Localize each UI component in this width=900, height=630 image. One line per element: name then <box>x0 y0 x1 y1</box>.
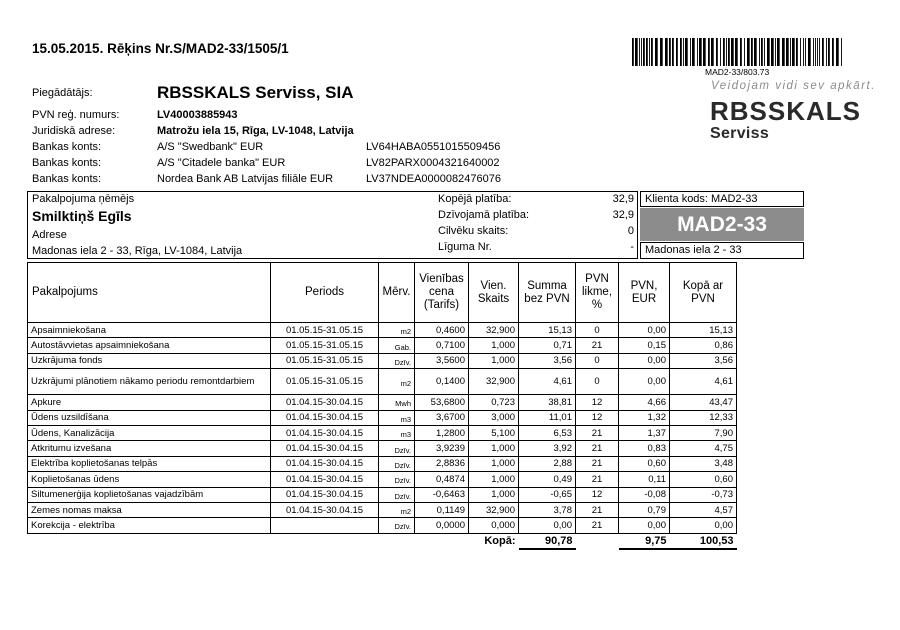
vat-cell: 1,37 <box>619 425 670 440</box>
quantity-cell: 1,000 <box>469 441 519 456</box>
table-row <box>28 425 737 440</box>
sum-cell: 3,78 <box>519 502 576 517</box>
price-cell: 53,6800 <box>415 395 469 410</box>
quantity-cell: 3,000 <box>469 410 519 425</box>
vat-rate-cell: 12 <box>576 487 619 502</box>
residents-value: 0 <box>627 225 634 237</box>
total-cell: -0,73 <box>670 487 737 502</box>
price-cell: 0,7100 <box>415 338 469 353</box>
table-header-row <box>28 263 737 323</box>
service-cell: Atkritumu izvešana <box>28 441 271 456</box>
service-cell: Ūdens uzsildīšana <box>28 410 271 425</box>
service-cell: Apkure <box>28 395 271 410</box>
vat-cell: 0,00 <box>619 369 670 395</box>
period-cell: 01.04.15-30.04.15 <box>271 502 379 517</box>
price-cell: -0,6463 <box>415 487 469 502</box>
client-code-address: Madonas iela 2 - 33 <box>640 242 804 259</box>
vat-rate-cell: 21 <box>576 456 619 471</box>
quantity-cell: 1,000 <box>469 487 519 502</box>
table-row <box>28 502 737 517</box>
table-row <box>28 353 737 368</box>
vat-cell: 0,00 <box>619 353 670 368</box>
client-code-box <box>640 191 804 259</box>
col-header-service: Pakalpojums <box>28 263 271 323</box>
unit-cell: Dzīv. <box>379 456 415 471</box>
col-header-sum: Summa bez PVN <box>519 263 576 323</box>
vat-cell: 0,79 <box>619 502 670 517</box>
total-cell: 4,57 <box>670 502 737 517</box>
vat-cell: 1,32 <box>619 410 670 425</box>
living-area-value: 32,9 <box>612 209 634 221</box>
table-row <box>28 441 737 456</box>
period-cell: 01.05.15-31.05.15 <box>271 323 379 338</box>
table-row <box>28 518 737 533</box>
service-cell: Apsaimniekošana <box>28 323 271 338</box>
unit-cell: Dzīv. <box>379 518 415 533</box>
barcode-text: MAD2-33/803.73 <box>705 67 770 77</box>
sum-cell: 15,13 <box>519 323 576 338</box>
contract-value: - <box>630 241 634 253</box>
table-row <box>28 395 737 410</box>
contract-label: Līguma Nr. <box>438 241 492 253</box>
service-cell: Korekcija - elektrība <box>28 518 271 533</box>
invoice-title: 15.05.2015. Rēķins Nr.S/MAD2-33/1505/1 <box>32 41 289 56</box>
period-cell: 01.04.15-30.04.15 <box>271 441 379 456</box>
table-row <box>28 338 737 353</box>
vat-cell: 0,00 <box>619 323 670 338</box>
total-cell: 12,33 <box>670 410 737 425</box>
quantity-cell: 32,900 <box>469 502 519 517</box>
client-code-badge: MAD2-33 <box>640 208 804 241</box>
table-row <box>28 456 737 471</box>
service-cell: Elektrība koplietošanas telpās <box>28 456 271 471</box>
total-cell: 0,60 <box>670 472 737 487</box>
vat-rate-cell: 21 <box>576 518 619 533</box>
period-cell <box>271 518 379 533</box>
period-cell: 01.04.15-30.04.15 <box>271 472 379 487</box>
vat-rate-cell: 0 <box>576 323 619 338</box>
bank-name: A/S "Citadele banka" EUR <box>157 157 286 169</box>
sum-cell: 38,81 <box>519 395 576 410</box>
bank-name: Nordea Bank AB Latvijas filiāle EUR <box>157 173 334 185</box>
table-row <box>28 323 737 338</box>
bank-account-label: Bankas konts: <box>32 173 102 185</box>
company-slogan: Veidojam vidi sev apkārt. <box>711 80 876 92</box>
unit-cell: Gab. <box>379 338 415 353</box>
price-cell: 0,4600 <box>415 323 469 338</box>
period-cell: 01.05.15-31.05.15 <box>271 353 379 368</box>
price-cell: 0,1149 <box>415 502 469 517</box>
sum-cell: 3,92 <box>519 441 576 456</box>
vat-rate-cell: 21 <box>576 502 619 517</box>
col-header-vat-eur: PVN, EUR <box>619 263 670 323</box>
bank-account-label: Bankas konts: <box>32 157 102 169</box>
totals-row <box>28 533 737 549</box>
unit-cell: Mwh <box>379 395 415 410</box>
total-cell: 0,86 <box>670 338 737 353</box>
quantity-cell: 5,100 <box>469 425 519 440</box>
sum-cell: 6,53 <box>519 425 576 440</box>
vat-rate-cell: 0 <box>576 369 619 395</box>
bank-name: A/S "Swedbank" EUR <box>157 141 264 153</box>
vat-cell: 4,66 <box>619 395 670 410</box>
service-cell: Uzkrājuma fonds <box>28 353 271 368</box>
vat-rate-cell: 21 <box>576 425 619 440</box>
quantity-cell: 1,000 <box>469 338 519 353</box>
total-area-value: 32,9 <box>612 193 634 205</box>
sum-cell: 11,01 <box>519 410 576 425</box>
service-cell: Siltumenerģija koplietošanas vajadzībām <box>28 487 271 502</box>
vat-cell: -0,08 <box>619 487 670 502</box>
invoice-items-table <box>27 262 737 550</box>
service-cell: Uzkrājumi plānotiem nākamo periodu remontdarbiem <box>28 369 271 395</box>
client-address-label: Adrese <box>32 229 67 241</box>
sum-cell: 0,49 <box>519 472 576 487</box>
unit-cell: Dzīv. <box>379 472 415 487</box>
total-cell: 4,61 <box>670 369 737 395</box>
quantity-cell: 0,723 <box>469 395 519 410</box>
living-area-label: Dzīvojamā platība: <box>438 209 530 221</box>
vat-rate-cell: 21 <box>576 338 619 353</box>
vat-rate-cell: 21 <box>576 441 619 456</box>
price-cell: 3,9239 <box>415 441 469 456</box>
period-cell: 01.04.15-30.04.15 <box>271 487 379 502</box>
bank-iban: LV64HABA0551015509456 <box>366 141 501 153</box>
vat-cell: 0,83 <box>619 441 670 456</box>
quantity-cell: 1,000 <box>469 472 519 487</box>
table-row <box>28 487 737 502</box>
table-row <box>28 472 737 487</box>
quantity-cell: 32,900 <box>469 323 519 338</box>
vat-rate-cell: 21 <box>576 472 619 487</box>
bank-iban: LV37NDEA0000082476076 <box>366 173 501 185</box>
price-cell: 1,2800 <box>415 425 469 440</box>
total-cell: 0,00 <box>670 518 737 533</box>
service-cell: Autostāvvietas apsaimniekošana <box>28 338 271 353</box>
col-header-period: Periods <box>271 263 379 323</box>
totals-grand: 100,53 <box>670 533 737 549</box>
unit-cell: m3 <box>379 425 415 440</box>
period-cell: 01.04.15-30.04.15 <box>271 410 379 425</box>
vat-number-label: PVN reģ. numurs: <box>32 109 120 121</box>
period-cell: 01.04.15-30.04.15 <box>271 456 379 471</box>
unit-cell: m3 <box>379 410 415 425</box>
legal-address-label: Juridiskā adrese: <box>32 125 116 137</box>
col-header-vat-rate: PVN likme, % <box>576 263 619 323</box>
totals-label: Kopā: <box>484 535 516 548</box>
sum-cell: 3,56 <box>519 353 576 368</box>
bank-iban: LV82PARX0004321640002 <box>366 157 500 169</box>
total-cell: 43,47 <box>670 395 737 410</box>
sum-cell: -0,65 <box>519 487 576 502</box>
period-cell: 01.05.15-31.05.15 <box>271 369 379 395</box>
total-cell: 4,75 <box>670 441 737 456</box>
unit-cell: m2 <box>379 323 415 338</box>
supplier-name: RBSSKALS Serviss, SIA <box>157 83 354 102</box>
company-logo <box>710 96 870 126</box>
vat-cell: 0,60 <box>619 456 670 471</box>
price-cell: 0,0000 <box>415 518 469 533</box>
residents-label: Cilvēku skaits: <box>438 225 509 237</box>
vat-rate-cell: 12 <box>576 395 619 410</box>
unit-cell: Dzīv. <box>379 441 415 456</box>
quantity-cell: 1,000 <box>469 456 519 471</box>
bank-account-label: Bankas konts: <box>32 141 102 153</box>
legal-address: Matrožu iela 15, Rīga, LV-1048, Latvija <box>157 125 354 137</box>
vat-cell: 0,15 <box>619 338 670 353</box>
quantity-cell: 0,000 <box>469 518 519 533</box>
sum-cell: 0,71 <box>519 338 576 353</box>
period-cell: 01.04.15-30.04.15 <box>271 425 379 440</box>
client-label: Pakalpojuma ņēmējs <box>32 193 135 205</box>
sum-cell: 0,00 <box>519 518 576 533</box>
client-name: Smilktiņš Egīls <box>32 208 132 224</box>
total-area-label: Kopējā platība: <box>438 193 512 205</box>
vat-number: LV40003885943 <box>157 109 238 121</box>
period-cell: 01.04.15-30.04.15 <box>271 395 379 410</box>
client-info-box <box>27 191 638 259</box>
vat-cell: 0,00 <box>619 518 670 533</box>
col-header-price: Vienības cena (Tarifs) <box>415 263 469 323</box>
totals-sum: 90,78 <box>519 533 576 549</box>
service-cell: Zemes nomas maksa <box>28 502 271 517</box>
total-cell: 15,13 <box>670 323 737 338</box>
unit-cell: Dzīv. <box>379 487 415 502</box>
table-row <box>28 369 737 395</box>
sum-cell: 4,61 <box>519 369 576 395</box>
table-row <box>28 410 737 425</box>
price-cell: 0,4874 <box>415 472 469 487</box>
unit-cell: m2 <box>379 502 415 517</box>
logo-subtitle: Serviss <box>710 125 770 142</box>
price-cell: 3,5600 <box>415 353 469 368</box>
unit-cell: Dzīv. <box>379 353 415 368</box>
col-header-total: Kopā ar PVN <box>670 263 737 323</box>
unit-cell: m2 <box>379 369 415 395</box>
vat-rate-cell: 12 <box>576 410 619 425</box>
vat-rate-cell: 0 <box>576 353 619 368</box>
logo-text: RBSSKALS <box>710 96 862 126</box>
quantity-cell: 1,000 <box>469 353 519 368</box>
col-header-unit: Mērv. <box>379 263 415 323</box>
quantity-cell: 32,900 <box>469 369 519 395</box>
totals-vat: 9,75 <box>619 533 670 549</box>
service-cell: Koplietošanas ūdens <box>28 472 271 487</box>
total-cell: 3,56 <box>670 353 737 368</box>
period-cell: 01.05.15-31.05.15 <box>271 338 379 353</box>
barcode-image <box>632 38 842 66</box>
total-cell: 7,90 <box>670 425 737 440</box>
total-cell: 3,48 <box>670 456 737 471</box>
sum-cell: 2,88 <box>519 456 576 471</box>
price-cell: 0,1400 <box>415 369 469 395</box>
supplier-label: Piegādātājs: <box>32 87 93 99</box>
client-address: Madonas iela 2 - 33, Rīga, LV-1084, Latvija <box>32 245 243 257</box>
vat-cell: 0,11 <box>619 472 670 487</box>
price-cell: 3,6700 <box>415 410 469 425</box>
service-cell: Ūdens, Kanalizācija <box>28 425 271 440</box>
price-cell: 2,8836 <box>415 456 469 471</box>
client-code-label: Klienta kods: MAD2-33 <box>640 191 804 207</box>
col-header-quantity: Vien. Skaits <box>469 263 519 323</box>
